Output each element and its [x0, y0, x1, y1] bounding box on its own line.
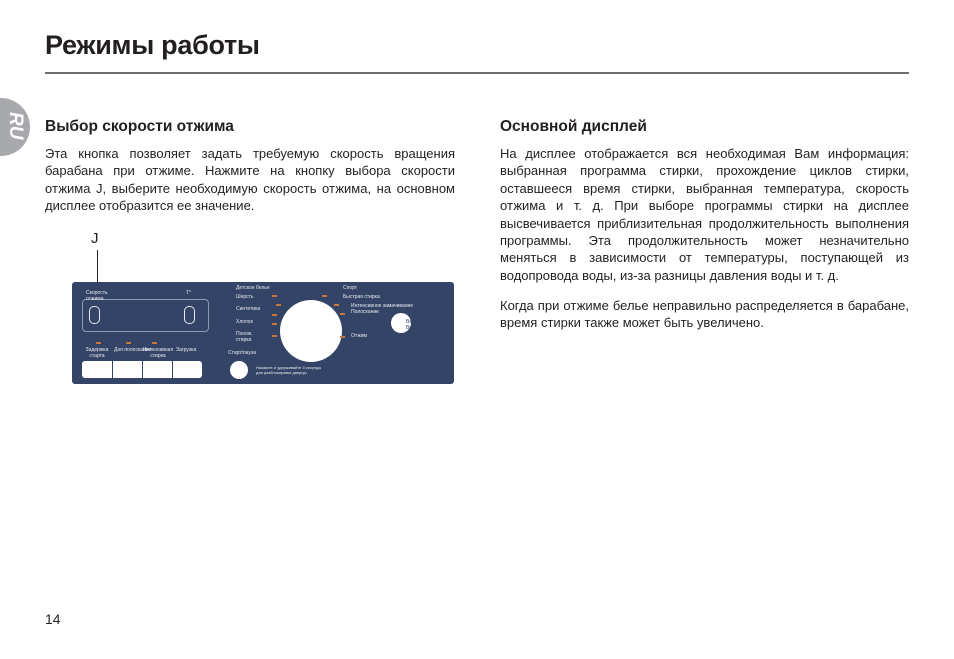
language-tab: [0, 98, 30, 156]
program-left-4: Хлопок: [236, 319, 253, 325]
program-right-2: Быстрая стирка: [343, 294, 380, 300]
program-left-5: Понож. стирка: [236, 331, 253, 343]
program-led-8: [340, 313, 345, 315]
extra-rinse-label: Доп.полоскание: [114, 347, 152, 353]
program-right-3: Интенсивное замачивание: [351, 303, 414, 309]
program-led-6: [322, 295, 327, 297]
page-number: 14: [45, 611, 61, 627]
loading-label: Загрузка: [176, 347, 197, 353]
spin-speed-paragraph: Эта кнопка позволяет задать требуемую скорость вращения барабана при отжиме. Нажмите на кнопку выбора скорости отжима J, выберите необходимую скорость отжима, на основном дисплее отобразится ее значение.: [45, 146, 455, 214]
intensive-led: [152, 342, 157, 344]
program-left-2: Шерсть: [236, 294, 254, 300]
delay-start-label: Задержка старта: [85, 347, 109, 359]
main-display-heading: Основной дисплей: [500, 118, 647, 135]
callout-j: J: [91, 230, 99, 247]
program-led-5: [272, 335, 277, 337]
page-title: Режимы работы: [45, 30, 260, 60]
main-display-paragraph-2: Когда при отжиме белье неправильно распределяется в барабане, время стирки также может быть увеличено.: [500, 298, 909, 331]
program-led-9: [340, 336, 345, 338]
program-led-1: [272, 295, 277, 297]
temp-label: T°: [186, 290, 192, 296]
on-off-label: Вкл./Выкл.: [406, 319, 420, 331]
door-note: Нажмите и удерживайте 3 секунды для разблокировки дверцы: [256, 365, 322, 375]
program-right-5: Отжим: [351, 333, 367, 339]
main-display-paragraph-1: На дисплее отображается вся необходимая Вам информация: выбранная программа стирки, прохождение циклов стирки, оставшееся время стирки, выбранная температура, скорость отжима и т. д. При выборе программы стирки на дисплее высвечивается приблизительная продолжительность выполнения программы. Эта продолжительность может незначительно меняться в зависимости от температуры, поступающей из водопровода воды, из-за разницы давления воды и т. д.: [500, 146, 909, 283]
language-tab-label: RU: [5, 112, 26, 140]
control-panel-illustration: [72, 282, 454, 384]
rinse-led: [126, 342, 131, 344]
program-led-7: [334, 304, 339, 306]
program-right-4: Полоскание: [351, 309, 379, 315]
delay-led: [96, 342, 101, 344]
function-buttons: [82, 361, 202, 378]
intensive-wash-label: Интенсивная стирка: [142, 347, 174, 359]
program-right-1: Спорт: [343, 285, 358, 291]
start-pause-label: Старт/пауза: [228, 350, 256, 356]
spin-speed-heading: Выбор скорости отжима: [45, 118, 234, 135]
temp-indicator-icon: [184, 306, 195, 324]
start-pause-button: [230, 361, 248, 379]
spin-indicator-icon: [89, 306, 100, 324]
spin-speed-label: Скорость отжима: [86, 290, 108, 302]
program-led-4: [272, 323, 277, 325]
program-left-3: Синтетика: [236, 306, 261, 312]
program-led-3: [272, 314, 277, 316]
program-left-1: Детское белье: [236, 285, 270, 291]
program-dial: [280, 300, 342, 362]
title-divider: [45, 72, 909, 74]
program-led-2: [276, 304, 281, 306]
